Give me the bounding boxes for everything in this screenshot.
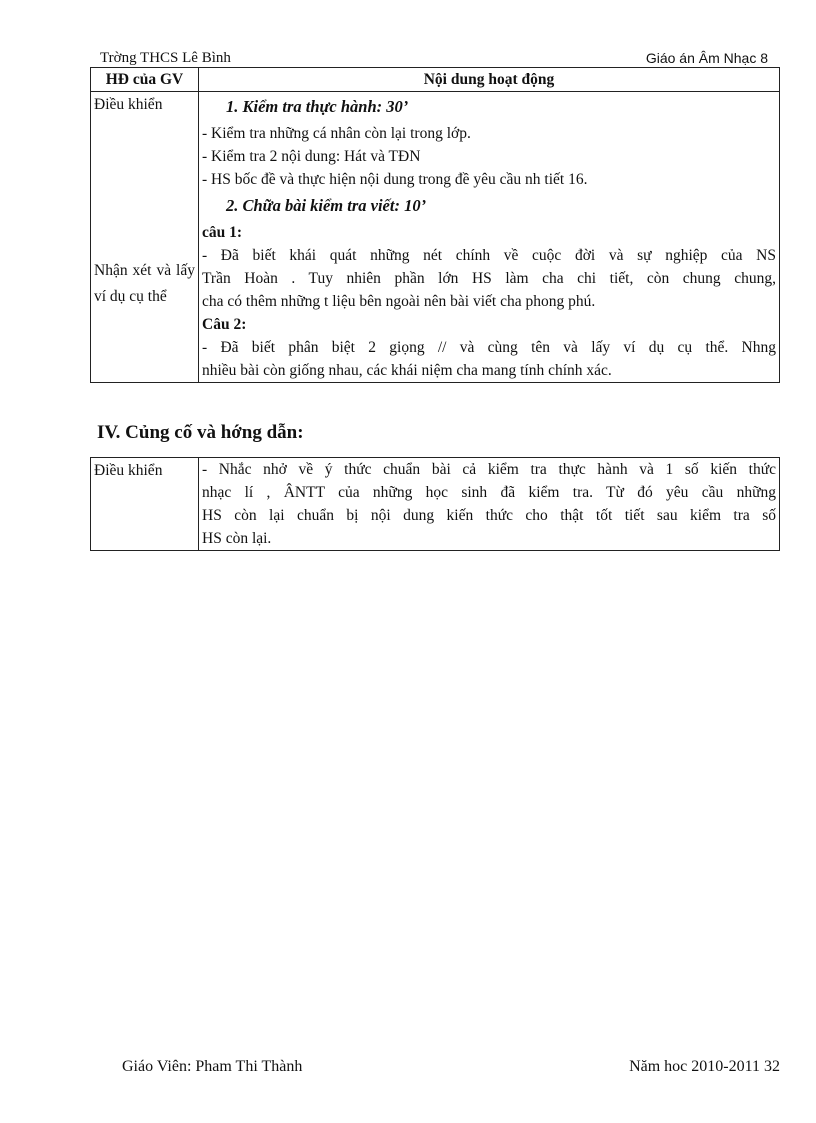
guide-line-1: - Nhắc nhở về ý thức chuẩn bài cả kiểm tra thực hành và 1 số kiến thức <box>202 461 776 478</box>
q1-line-1: - Đã biết khái quát những nét chính về cuộc đời và sự nghiệp của NS <box>202 247 776 264</box>
content-cell <box>199 458 780 551</box>
q2-label: Câu 2: <box>202 316 247 333</box>
content-cell <box>199 92 780 383</box>
page-header <box>98 50 768 68</box>
header-teacher-activity: HĐ của GV <box>91 68 199 92</box>
item1-title: 1. Kiểm tra thực hành: 30’ <box>226 97 409 116</box>
subject-name: Giáo án Âm Nhạc 8 <box>645 50 768 66</box>
footer-year-page: Năm hoc 2010-2011 32 <box>629 1058 780 1075</box>
left-label-control: Điều khiển <box>94 462 163 479</box>
left-label-review: Nhận xét và lấy ví dụ cụ thể <box>94 262 195 305</box>
guide-line-2: nhạc lí , ÂNTT của những học sinh đã kiểm tra. Từ đó yêu cầu những <box>202 484 776 501</box>
header-activity-content: Nội dung hoạt động <box>199 68 780 92</box>
item2-title: 2. Chữa bài kiểm tra viết: 10’ <box>226 196 427 215</box>
q2-line-2: nhiều bài còn giống nhau, các khái niệm cha mang tính chính xác. <box>202 362 612 379</box>
table-row <box>91 458 780 551</box>
q1-label: câu 1: <box>202 224 243 241</box>
table-row <box>91 92 780 383</box>
item1-line-2: - Kiểm tra 2 nội dung: Hát và TĐN <box>202 148 421 165</box>
guide-line-3: HS còn lại chuẩn bị nội dung kiến thức cho thật tốt tiết sau kiểm tra số <box>202 507 776 524</box>
item1-line-3: - HS bốc đề và thực hiện nội dung trong đề yêu cầu nh tiết 16. <box>202 171 588 188</box>
consolidation-table <box>90 457 780 551</box>
q2-line-1: - Đã biết phân biệt 2 giọng // và cùng tên và lấy ví dụ cụ thể. Nhng <box>202 339 776 356</box>
guide-line-4: HS còn lại. <box>202 530 272 547</box>
section-iv-title: IV. Củng cố và hớng dẫn: <box>97 422 304 443</box>
q1-line-3: cha có thêm những t liệu bên ngoài nên bài viết cha phong phú. <box>202 293 596 310</box>
spacer <box>94 118 195 258</box>
table-header-row <box>91 68 780 92</box>
q1-line-2: Trần Hoàn . Tuy nhiên phần lớn HS làm cha chi tiết, còn chung chung, <box>202 270 776 287</box>
school-name: Trờng THCS Lê Bình <box>100 50 231 66</box>
lesson-activity-table <box>90 67 780 383</box>
left-label-control: Điều khiển <box>94 96 163 113</box>
left-cell <box>91 92 199 383</box>
footer-teacher: Giáo Viên: Pham Thi Thành <box>122 1058 303 1075</box>
left-cell <box>91 458 199 551</box>
item1-line-1: - Kiểm tra những cá nhân còn lại trong lớp. <box>202 125 471 142</box>
